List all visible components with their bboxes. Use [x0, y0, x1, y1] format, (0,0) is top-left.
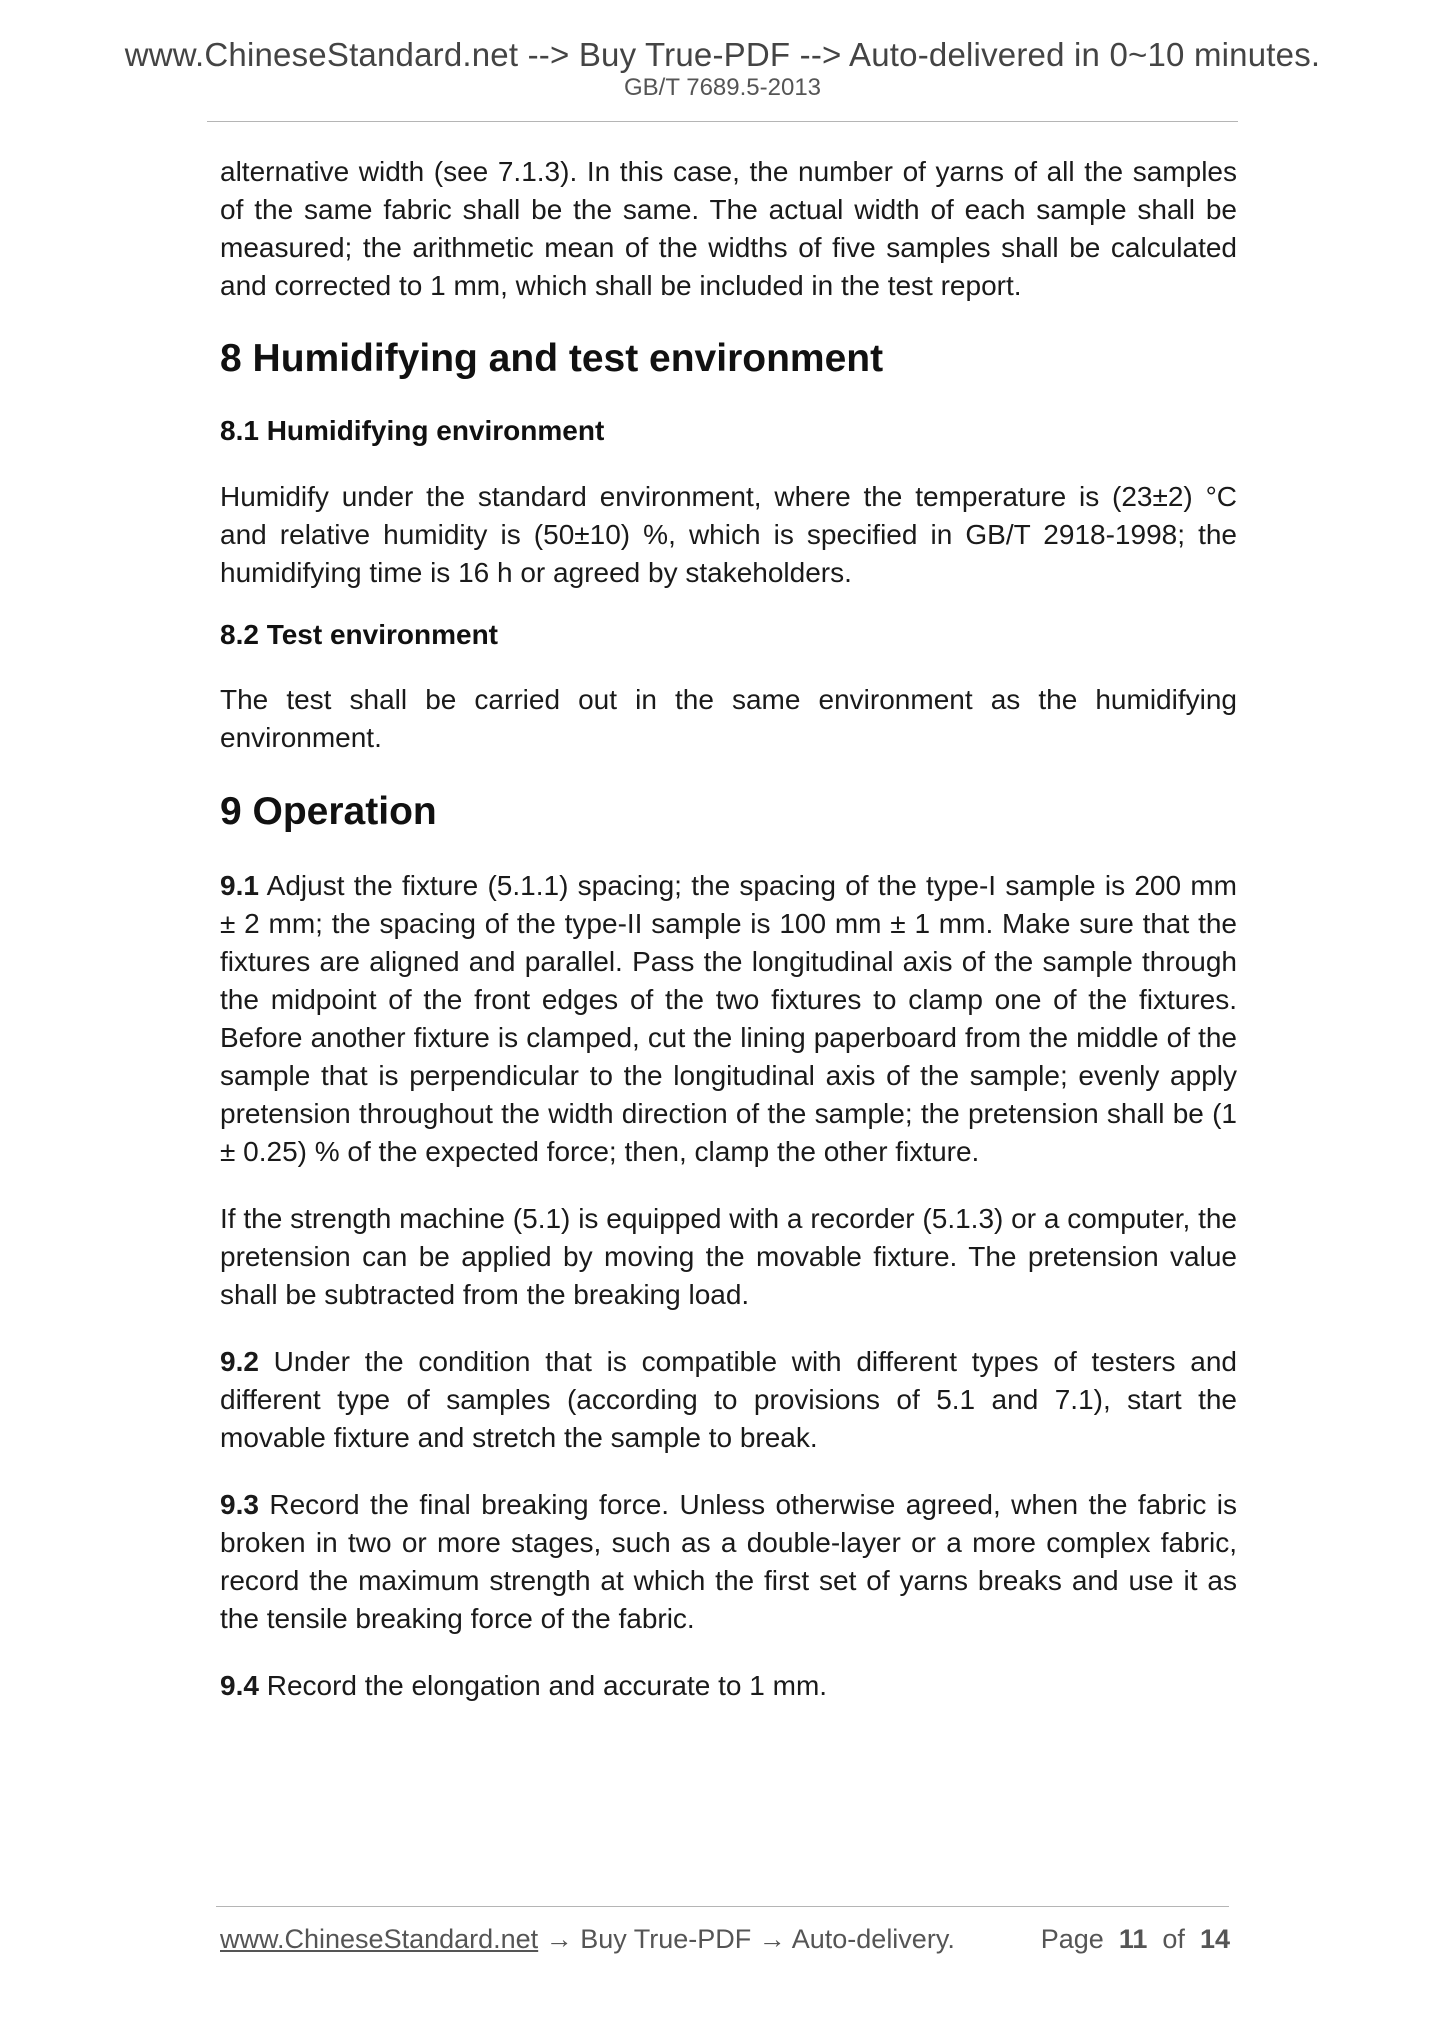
page-number	[1041, 1922, 1230, 1956]
section-9-heading: 9 Operation	[220, 790, 437, 833]
page-content	[220, 153, 1237, 1705]
section-9-1-paragraph	[220, 867, 1237, 1171]
section-8-2-heading: 8.2 Test environment	[220, 619, 499, 650]
footer-divider	[216, 1906, 1229, 1907]
section-9-2-number: 9.2	[220, 1346, 259, 1377]
page-current: 11	[1118, 1924, 1148, 1954]
page-footer	[220, 1922, 1230, 1956]
footer-promo: → Buy True-PDF → Auto-delivery.	[538, 1924, 955, 1954]
footer-site-link[interactable]: www.ChineseStandard.net	[220, 1924, 539, 1954]
section-9-1-text: Adjust the fixture (5.1.1) spacing; the spacing of the type-I sample is 200 mm ± 2 mm; the spacing of the type-II sample is 100 mm ± 1 mm. Make sure that the fixtures are aligned and parallel. Pass the longitudinal axis of the sample through the midpoint of the front edges of the two fixtures to clamp one of the fixtures. Before another fixture is clamped, cut the lining paperboard from the middle of the sample that is perpendicular to the longitudinal axis of the sample; evenly apply pretension throughout the width direction of the sample; the pretension shall be (1 ± 0.25) % of the expected force; then, clamp the other fixture.	[220, 870, 1237, 1167]
section-8-1-heading: 8.1 Humidifying environment	[220, 415, 605, 446]
section-9-3-number: 9.3	[220, 1489, 259, 1520]
section-8-1-text: Humidify under the standard environment, where the temperature is (23±2) °C and relative humidity is (50±10) %, which is specified in GB/T 2918-1998; the humidifying time is 16 h or agreed by stakeholders.	[220, 481, 1237, 588]
header-banner: www.ChineseStandard.net --> Buy True-PDF --> Auto-delivered in 0~10 minutes.	[124, 36, 1321, 73]
section-9-4-text: Record the elongation and accurate to 1 mm.	[258, 1670, 828, 1701]
page-label: Page	[1040, 1924, 1104, 1954]
intro-paragraph: alternative width (see 7.1.3). In this case, the number of yarns of all the samples of the same fabric shall be the same. The actual width of each sample shall be measured; the arithmetic mean of the widths of five samples shall be calculated and corrected to 1 mm, which shall be included in the test report.	[220, 156, 1237, 301]
section-9-2-paragraph	[220, 1343, 1237, 1457]
page-of: of	[1162, 1924, 1185, 1954]
section-9-1-number: 9.1	[220, 870, 259, 901]
section-9-1-continuation: If the strength machine (5.1) is equipped with a recorder (5.1.3) or a computer, the pretension can be applied by moving the movable fixture. The pretension value shall be subtracted from the breaking load.	[220, 1203, 1237, 1310]
section-9-2-text: Under the condition that is compatible with different types of testers and different type of samples (according to provisions of 5.1 and 7.1), start the movable fixture and stretch the sample to break.	[220, 1346, 1237, 1453]
section-9-4-paragraph	[220, 1667, 1237, 1705]
section-8-heading: 8 Humidifying and test environment	[220, 337, 884, 380]
section-8-2-text: The test shall be carried out in the same environment as the humidifying environment.	[220, 684, 1237, 753]
section-9-4-number: 9.4	[220, 1670, 259, 1701]
header-divider	[207, 121, 1238, 122]
page-total: 14	[1199, 1924, 1230, 1954]
section-9-3-paragraph	[220, 1486, 1237, 1638]
section-9-3-text: Record the final breaking force. Unless otherwise agreed, when the fabric is broken in two or more stages, such as a double-layer or a more complex fabric, record the maximum strength at which the first set of yarns breaks and use it as the tensile breaking force of the fabric.	[220, 1489, 1237, 1634]
document-id: GB/T 7689.5-2013	[623, 74, 822, 101]
